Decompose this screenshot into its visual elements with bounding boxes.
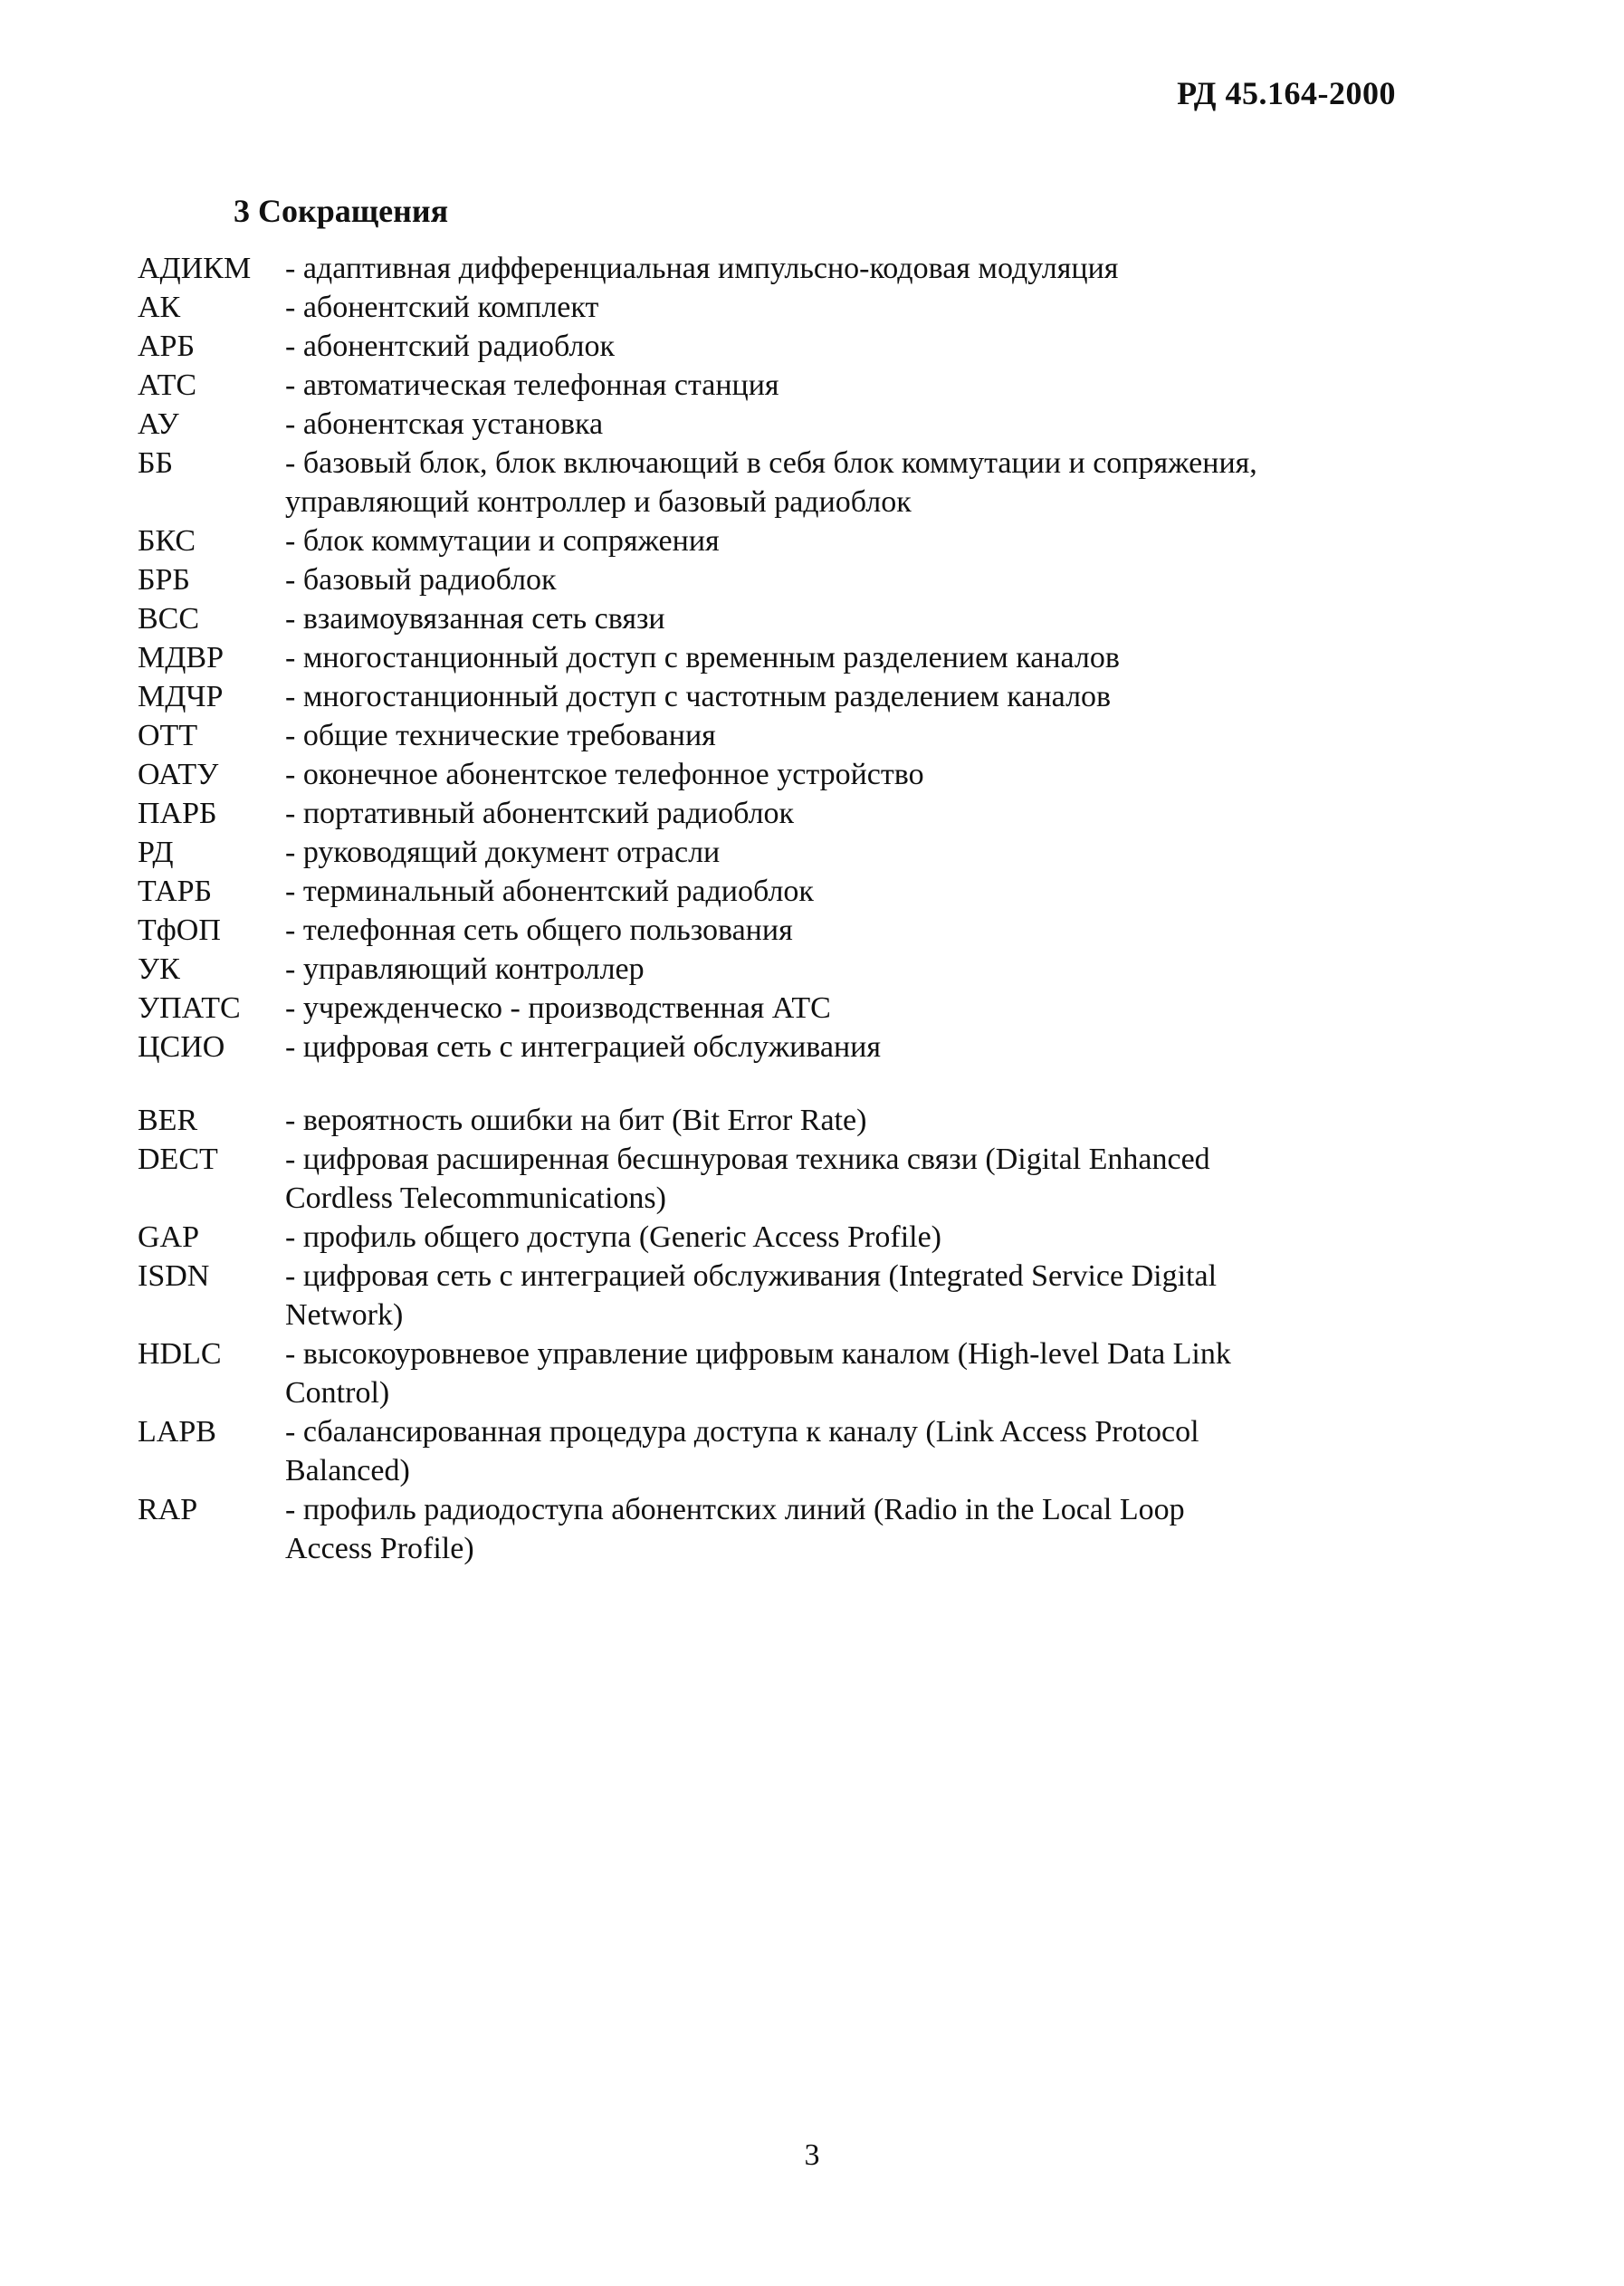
abbreviation-term: МДЧР	[138, 680, 224, 713]
abbreviation-term: ВСС	[138, 602, 200, 636]
abbreviation-definition: - адаптивная дифференциальная импульсно-кодовая модуляция	[285, 252, 1119, 285]
abbreviation-term: УК	[138, 952, 180, 986]
abbreviation-definition: - абонентский радиоблок	[285, 330, 615, 363]
abbreviation-definition: - взаимоувязанная сеть связи	[285, 602, 665, 636]
abbreviation-entry	[138, 950, 1314, 989]
abbreviation-definition: - абонентская установка	[285, 407, 604, 441]
abbreviation-term: ТАРБ	[138, 875, 213, 908]
abbreviation-term: АТС	[138, 368, 197, 402]
abbreviation-entry	[138, 872, 1314, 911]
abbreviation-term: RAP	[138, 1493, 198, 1526]
abbreviation-term: ТфОП	[138, 913, 221, 947]
abbreviation-definition: - абонентский комплект	[285, 291, 599, 324]
abbreviation-entry	[138, 1257, 1314, 1334]
abbreviation-entry	[138, 1101, 1314, 1140]
abbreviation-entry	[138, 1028, 1314, 1066]
abbreviation-entry	[138, 560, 1314, 599]
abbreviation-entry	[138, 1140, 1314, 1218]
abbreviation-definition: - вероятность ошибки на бит (Bit Error Rate)	[285, 1104, 867, 1137]
abbreviation-term: ОТТ	[138, 719, 198, 752]
abbreviation-term: LAPB	[138, 1415, 216, 1449]
document-code: РД 45.164-2000	[1177, 75, 1396, 111]
abbreviation-term: БРБ	[138, 563, 190, 597]
abbreviation-term: ISDN	[138, 1259, 210, 1293]
abbreviation-definition: - профиль радиодоступа абонентских линий (Radio in the Local Loop Access Profile)	[285, 1493, 1185, 1565]
abbreviation-entry	[138, 599, 1314, 638]
abbreviation-definition: - терминальный абонентский радиоблок	[285, 875, 814, 908]
abbreviation-definition: - цифровая сеть с интеграцией обслуживания	[285, 1030, 882, 1064]
abbreviation-entry	[138, 249, 1314, 288]
abbreviation-definition: - цифровая сеть с интеграцией обслуживания (Integrated Service Digital Network)	[285, 1259, 1218, 1332]
abbreviation-definition: - портативный абонентский радиоблок	[285, 797, 795, 830]
abbreviation-term: ОАТУ	[138, 758, 219, 791]
abbreviation-term: ЦСИО	[138, 1030, 225, 1064]
abbreviation-entry	[138, 794, 1314, 833]
abbreviation-term: DECT	[138, 1143, 218, 1176]
abbreviation-definition: - блок коммутации и сопряжения	[285, 524, 720, 558]
abbreviation-definition: - цифровая расширенная бесшнуровая техника связи (Digital Enhanced Cordless Telecommunications)	[285, 1143, 1210, 1215]
page-number: 3	[804, 2138, 820, 2172]
abbreviation-entry	[138, 1334, 1314, 1412]
abbreviation-entry	[138, 638, 1314, 677]
abbreviation-entry	[138, 1218, 1314, 1257]
abbreviation-entry	[138, 1490, 1314, 1568]
abbreviation-definition: - базовый блок, блок включающий в себя блок коммутации и сопряжения, управляющий контроллер и базовый радиоблок	[285, 446, 1257, 519]
section-spacer	[138, 1066, 1314, 1101]
abbreviation-term: МДВР	[138, 641, 224, 674]
abbreviation-entry	[138, 677, 1314, 716]
abbreviation-definition: - базовый радиоблок	[285, 563, 557, 597]
abbreviation-definition: - учрежденческо - производственная АТС	[285, 991, 831, 1025]
abbreviation-definition: - автоматическая телефонная станция	[285, 368, 779, 402]
abbreviations-list	[138, 249, 1314, 1568]
abbreviation-term: УПАТС	[138, 991, 241, 1025]
abbreviation-entry	[138, 366, 1314, 405]
abbreviation-entry	[138, 833, 1314, 872]
section-title: 3 Сокращения	[234, 193, 449, 229]
abbreviation-term: ББ	[138, 446, 174, 480]
abbreviation-entry	[138, 989, 1314, 1028]
abbreviation-definition: - руководящий документ отрасли	[285, 836, 721, 869]
abbreviation-term: ПАРБ	[138, 797, 217, 830]
abbreviation-term: РД	[138, 836, 174, 869]
abbreviation-term: BER	[138, 1104, 198, 1137]
abbreviation-term: GAP	[138, 1220, 200, 1254]
abbreviation-definition: - многостанционный доступ с частотным разделением каналов	[285, 680, 1112, 713]
abbreviation-definition: - сбалансированная процедура доступа к каналу (Link Access Protocol Balanced)	[285, 1415, 1199, 1487]
abbreviation-entry	[138, 444, 1314, 521]
abbreviation-entry	[138, 327, 1314, 366]
abbreviation-entry	[138, 911, 1314, 950]
abbreviation-term: АК	[138, 291, 181, 324]
abbreviation-term: HDLC	[138, 1337, 222, 1371]
abbreviation-definition: - многостанционный доступ с временным разделением каналов	[285, 641, 1120, 674]
abbreviation-term: БКС	[138, 524, 196, 558]
abbreviation-entry	[138, 716, 1314, 755]
abbreviation-entry	[138, 288, 1314, 327]
abbreviation-term: АУ	[138, 407, 179, 441]
abbreviation-definition: - управляющий контроллер	[285, 952, 645, 986]
abbreviation-term: АРБ	[138, 330, 195, 363]
abbreviation-entry	[138, 405, 1314, 444]
abbreviation-definition: - оконечное абонентское телефонное устройство	[285, 758, 924, 791]
abbreviation-term: АДИКМ	[138, 252, 252, 285]
abbreviation-definition: - профиль общего доступа (Generic Access Profile)	[285, 1220, 942, 1254]
abbreviation-entry	[138, 521, 1314, 560]
abbreviation-definition: - общие технические требования	[285, 719, 716, 752]
abbreviation-entry	[138, 1412, 1314, 1490]
abbreviation-entry	[138, 755, 1314, 794]
abbreviation-definition: - телефонная сеть общего пользования	[285, 913, 793, 947]
abbreviation-definition: - высокоуровневое управление цифровым каналом (High-level Data Link Control)	[285, 1337, 1231, 1410]
